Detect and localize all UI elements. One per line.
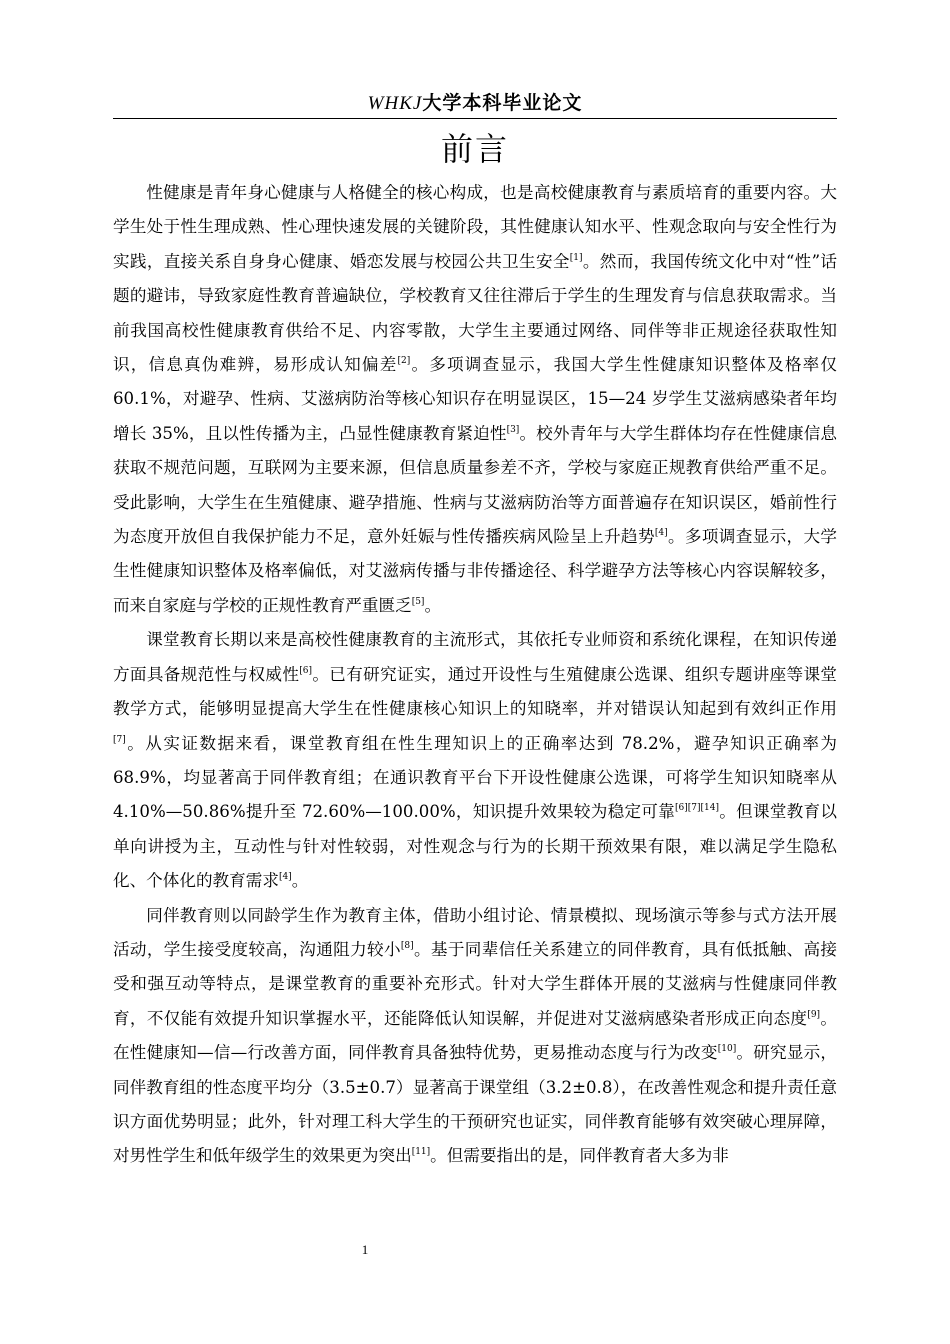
section-title: 前言 [440,130,509,168]
text-run: 。多项调查显示，大学生性健康知识整体及格率偏低，对艾滋病传播与非传播途径、科学避孕方法等核心内容误解较多，而来自家庭与学校的正规性教育严重匮乏 [113,527,838,615]
citation: [3] [506,424,520,435]
text-run: 。研究显示，同伴教育组的性态度平均分（3.5±0.7）显著高于课堂组（3.2±0.8），在改善性观念和提升责任意识方面优势明显；此外，针对理工科大学生的干预研究也证实，同伴教育能够有效突破心理屏障，对男性学生和低年级学生的效果更为突出 [113,1043,838,1166]
header-cjk: 大学本科毕业论文 [422,92,583,114]
text-run: 。从实证数据来看，课堂教育组在性生理知识上的正确率达到 78.2%，避孕知识正确率为 68.9%，均显著高于同伴教育组；在通识教育平台下开设性健康公选课，可将学生知识知晓率从 4.10%—50.86%提升至 72.60%—100.00%，知识提升效果较为稳定可靠 [113,733,837,822]
body-text [113,176,837,1174]
citation: [8] [400,940,414,951]
citation: [7] [113,734,126,745]
text-run: 。校外青年与大学生群体均存在性健康信息获取不规范问题，互联网为主要来源，但信息质量参差不齐，学校与家庭正规教育供给严重不足。受此影响，大学生在生殖健康、避孕措施、性病与艾滋病防治等方面普遍存在知识误区，婚前性行为态度开放但自我保护能力不足，意外妊娠与性传播疾病风险呈上升趋势 [113,423,838,547]
header-latin: WHKJ [367,93,423,114]
citation: [9] [807,1009,821,1020]
page-number: 1 [361,1242,369,1257]
text-run: 同伴教育则以同龄学生作为教育主体，借助小组讨论、情景模拟、现场演示等参与式方法开展活动，学生接受度较高，沟通阻力较小 [113,905,837,959]
header-title [368,92,583,114]
text-run: 性健康是青年身心健康与人格健全的核心构成，也是高校健康教育与素质培育的重要内容。大学生处于性生理成熟、性心理快速发展的关键阶段，其性健康认知水平、性观念取向与安全性行为实践，直接关系自身身心健康、婚恋发展与校园公共卫生安全 [113,183,837,271]
text-run: 。在性健康知—信—行改善方面，同伴教育具备独特优势，更易推动态度与行为改变 [113,1008,837,1063]
citation: [1] [569,252,583,263]
text-run: 。 [291,871,309,891]
text-run: 。但课堂教育以单向讲授为主，互动性与针对性较弱，对性观念与行为的长期干预效果有限，难以满足学生隐私化、个体化的教育需求 [113,802,837,891]
citation: [6][7][14] [675,803,719,814]
text-run: 课堂教育长期以来是高校性健康教育的主流形式，其依托专业师资和系统化课程，在知识传递方面具备规范性与权威性 [113,630,837,684]
citation: [5] [411,596,425,607]
paragraph-3 [113,899,837,1174]
citation: [4] [654,528,668,539]
paragraph-1 [113,176,837,623]
text-run: 。已有研究证实，通过开设性与生殖健康公选课、组织专题讲座等课堂教学方式，能够明显提高大学生在性健康核心知识上的知晓率，并对错误认知起到有效纠正作用 [113,664,837,719]
text-run: 。然而，我国传统文化中对“性”话题的避讳，导致家庭性教育普遍缺位，学校教育又往往滞后于学生的生理发育与信息获取需求。当前我国高校性健康教育供给不足、内容零散，大学生主要通过网络、同伴等非正规途径获取性知识，信息真伪难辨，易形成认知偏差 [113,251,837,375]
text-run: 。但需要指出的是，同伴教育者大多为非 [430,1146,729,1166]
text-run: 。 [424,595,442,615]
citation: [6] [299,665,313,676]
citation: [10] [717,1044,737,1055]
running-header [113,88,837,119]
paragraph-2 [113,623,837,898]
citation: [2] [397,356,411,367]
citation: [4] [278,872,292,883]
citation: [11] [411,1147,431,1158]
text-run: 。多项调查显示，我国大学生性健康知识整体及格率仅 60.1%，对避孕、性病、艾滋病防治等核心知识存在明显误区，15—24 岁学生艾滋病感染者年均增长 35%，且以性传播为主，凸显性健康教育紧迫性 [113,355,837,443]
text-run: 。基于同辈信任关系建立的同伴教育，具有低抵触、高接受和强互动等特点，是课堂教育的重要补充形式。针对大学生群体开展的艾滋病与性健康同伴教育，不仅能有效提升知识掌握水平，还能降低认知误解，并促进对艾滋病感染者形成正向态度 [113,939,838,1028]
